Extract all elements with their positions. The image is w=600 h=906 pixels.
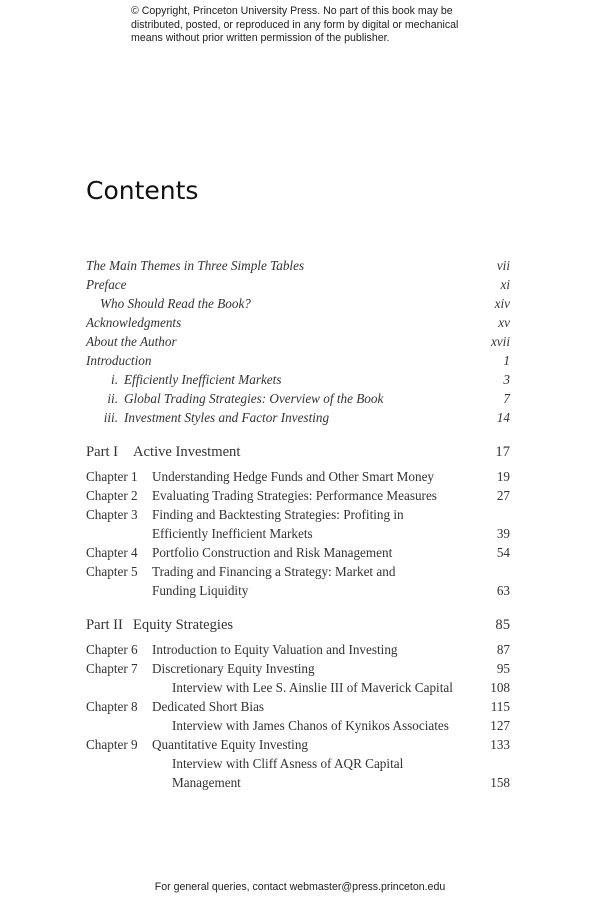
toc-entry[interactable]: [86, 562, 510, 581]
toc-entry[interactable]: [86, 659, 510, 678]
page-number: xv: [498, 315, 510, 330]
toc-entry[interactable]: [86, 332, 510, 351]
chapter-label: Chapter 6: [86, 642, 138, 657]
page-number: 17: [495, 444, 510, 460]
entry-title: Investment Styles and Factor Investing: [124, 410, 330, 425]
page-number: 133: [490, 737, 510, 752]
chapter-label: Chapter 9: [86, 737, 138, 752]
toc-entry[interactable]: [86, 581, 510, 600]
toc-entry[interactable]: [86, 408, 510, 427]
roman-numeral: iii.: [103, 410, 118, 425]
chapter-title: Portfolio Construction and Risk Management: [152, 545, 393, 560]
page-number: 108: [490, 680, 510, 695]
entry-title: The Main Themes in Three Simple Tables: [86, 258, 305, 273]
page-number: 27: [496, 488, 510, 503]
page-title: Contents: [86, 176, 199, 205]
roman-numeral: ii.: [107, 391, 118, 406]
chapter-label: Chapter 4: [86, 545, 138, 560]
page-number: xvii: [490, 334, 510, 349]
chapter-label: Chapter 7: [86, 661, 138, 676]
part-label: Part II: [86, 617, 123, 633]
page-number: 19: [496, 469, 510, 484]
toc-entry[interactable]: [86, 640, 510, 659]
toc-entry[interactable]: [86, 505, 510, 524]
chapter-title: Evaluating Trading Strategies: Performance Measures: [152, 488, 437, 503]
page-number: vii: [496, 258, 510, 273]
chapter-label: Chapter 3: [86, 507, 138, 522]
toc-entry[interactable]: [86, 370, 510, 389]
toc-entry[interactable]: [86, 275, 510, 294]
page-number: 1: [503, 353, 510, 368]
page-number: 3: [503, 372, 510, 387]
chapter-label: Chapter 8: [86, 699, 138, 714]
page-number: 115: [490, 699, 510, 714]
interview-title: Management: [172, 775, 241, 790]
copyright-line: distributed, posted, or reproduced in any form by digital or mechanical: [131, 18, 459, 31]
roman-numeral: i.: [111, 372, 118, 387]
toc-entry[interactable]: [86, 735, 510, 754]
chapter-title: Understanding Hedge Funds and Other Smart Money: [152, 469, 435, 484]
chapter-label: Chapter 5: [86, 564, 138, 579]
entry-title: Who Should Read the Book?: [100, 296, 251, 311]
chapter-title: Introduction to Equity Valuation and Investing: [152, 642, 398, 657]
page-number: 87: [496, 642, 510, 657]
entry-title: Introduction: [86, 353, 152, 368]
page-number: xiv: [494, 296, 510, 311]
toc-entry[interactable]: [86, 486, 510, 505]
chapter-title-continued: Efficiently Inefficient Markets: [152, 526, 313, 541]
chapter-label: Chapter 1: [86, 469, 138, 484]
chapter-label: Chapter 2: [86, 488, 138, 503]
chapter-title: Quantitative Equity Investing: [152, 737, 309, 752]
toc-entry[interactable]: [86, 313, 510, 332]
part-title: Active Investment: [133, 444, 241, 460]
page-number: xi: [500, 277, 510, 292]
page-number: 39: [496, 526, 510, 541]
toc-entry[interactable]: [86, 467, 510, 486]
part-label: Part I: [86, 444, 119, 460]
entry-title: Acknowledgments: [86, 315, 182, 330]
copyright-line: © Copyright, Princeton University Press. No part of this book may be: [131, 5, 453, 17]
copyright-line: means without prior written permission of the publisher.: [131, 32, 390, 44]
toc-entry[interactable]: [86, 773, 510, 792]
toc-entry[interactable]: [86, 256, 510, 275]
part-title: Equity Strategies: [133, 617, 234, 633]
chapter-title: Discretionary Equity Investing: [152, 661, 315, 676]
page-number: 14: [496, 410, 510, 425]
chapter-title-continued: Funding Liquidity: [152, 583, 249, 598]
entry-title: Preface: [86, 277, 127, 292]
page-number: 95: [496, 661, 510, 676]
page-number: 7: [503, 391, 510, 406]
copyright-notice: [131, 5, 458, 46]
interview-title: Interview with Cliff Asness of AQR Capital: [172, 756, 404, 771]
chapter-title: Finding and Backtesting Strategies: Profiting in: [152, 507, 404, 522]
page-number: 127: [490, 718, 510, 733]
table-of-contents: [86, 256, 510, 792]
toc-entry[interactable]: [86, 294, 510, 313]
entry-title: Efficiently Inefficient Markets: [124, 372, 282, 387]
page-number: 63: [496, 583, 510, 598]
toc-entry[interactable]: [86, 678, 510, 697]
page-number: 158: [490, 775, 510, 790]
toc-entry[interactable]: [86, 389, 510, 408]
footer-contact: For general queries, contact webmaster@press.princeton.edu: [154, 881, 446, 893]
entry-title: Global Trading Strategies: Overview of the Book: [124, 391, 384, 406]
chapter-title: Dedicated Short Bias: [152, 699, 265, 714]
toc-entry[interactable]: [86, 351, 510, 370]
toc-entry[interactable]: [86, 616, 510, 640]
chapter-title: Trading and Financing a Strategy: Market and: [152, 564, 396, 579]
toc-entry[interactable]: [86, 697, 510, 716]
entry-title: About the Author: [86, 334, 177, 349]
interview-title: Interview with Lee S. Ainslie III of Maverick Capital: [172, 680, 453, 695]
toc-entry[interactable]: [86, 543, 510, 562]
page-number: 85: [495, 617, 510, 633]
toc-entry[interactable]: [86, 716, 510, 735]
toc-entry[interactable]: [86, 443, 510, 467]
interview-title: Interview with James Chanos of Kynikos Associates: [172, 718, 449, 733]
toc-entry[interactable]: [86, 754, 510, 773]
page-number: 54: [496, 545, 510, 560]
toc-entry[interactable]: [86, 524, 510, 543]
